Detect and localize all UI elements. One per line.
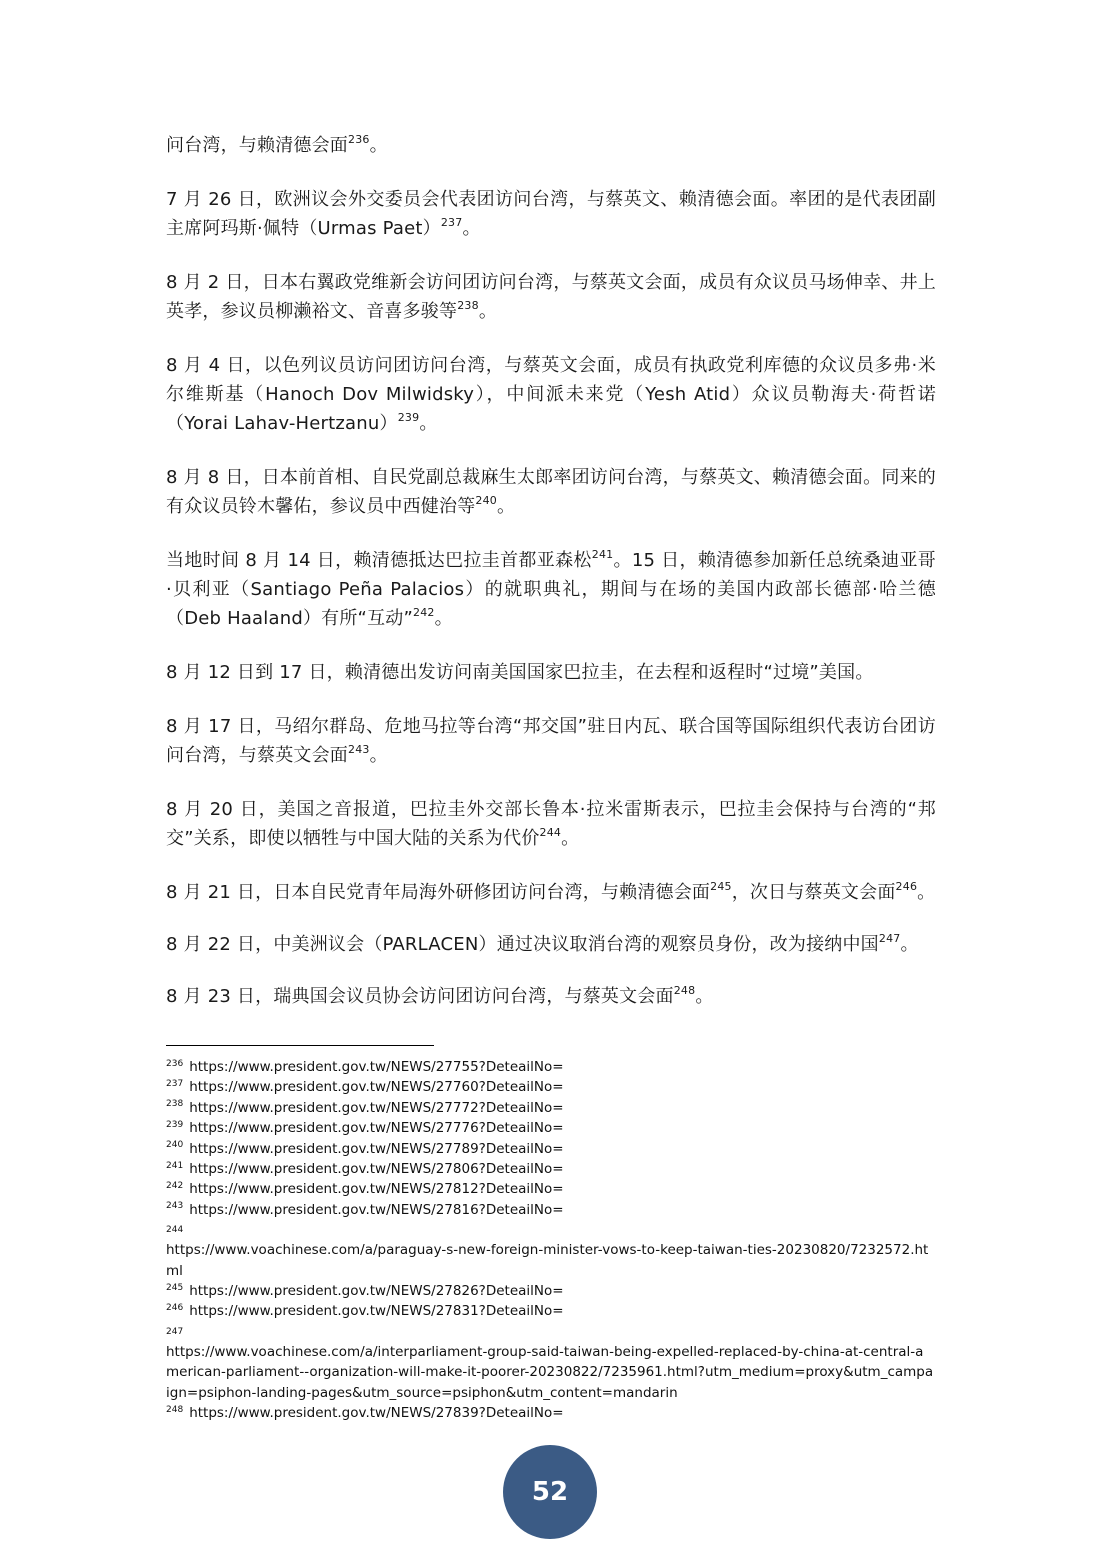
footnote-number: 237 <box>166 1078 184 1089</box>
paragraph-11 <box>166 982 936 1011</box>
paragraph-tail: 。 <box>497 496 516 517</box>
paragraph-10 <box>166 930 936 959</box>
footnote-link[interactable]: https://www.president.gov.tw/NEWS/27760?DeteailNo= <box>189 1079 564 1096</box>
paragraph-text: 8 月 20 日，美国之音报道，巴拉圭外交部长鲁本·拉米雷斯表示，巴拉圭会保持与台湾的“邦交”关系，即使以牺牲与中国大陆的关系为代价 <box>166 799 936 849</box>
paragraph-0 <box>166 131 936 160</box>
footnote-link[interactable]: https://www.voachinese.com/a/paraguay-s-new-foreign-minister-vows-to-keep-taiwan-ties-20230820/7232572.html <box>166 1242 929 1279</box>
paragraph-text: 8 月 23 日，瑞典国会议员协会访问团访问台湾，与蔡英文会面 <box>166 986 674 1007</box>
paragraph-8 <box>166 795 936 853</box>
footnote-ref[interactable]: 238 <box>457 299 479 312</box>
footnote-link[interactable]: https://www.president.gov.tw/NEWS/27789?DeteailNo= <box>189 1140 564 1157</box>
paragraph-text: 7 月 26 日，欧洲议会外交委员会代表团访问台湾，与蔡英文、赖清德会面。率团的是代表团副主席阿玛斯·佩特（Urmas Paet） <box>166 189 936 239</box>
footnote-link[interactable]: https://www.president.gov.tw/NEWS/27755?DeteailNo= <box>189 1059 564 1075</box>
footnote-ref[interactable]: 246 <box>895 880 918 893</box>
footnote-244 <box>166 1220 936 1281</box>
footnote-239 <box>166 1118 936 1138</box>
paragraph-9 <box>166 878 936 907</box>
footnote-link[interactable]: https://www.voachinese.com/a/interparliament-group-said-taiwan-being-expelled-replaced-by-china-at-central-american-parliament--organization-will-make-it-poorer-20230822/7235961.html?utm_medium=proxy&utm_campaign=psiphon-landing-pages&utm_source=psiphon&utm_content=mandarin <box>166 1343 934 1401</box>
paragraph-tail: 。15 日，赖清德参加新任总统桑迪亚哥·贝利亚（Santiago Peña Palacios）的就职典礼，期间与在场的美国内政部长德部·哈兰德（Deb Haaland）有所“互动” <box>166 550 936 629</box>
paragraph-tail: 。 <box>561 828 580 849</box>
footnote-divider <box>166 1045 434 1046</box>
footnote-link[interactable]: https://www.president.gov.tw/NEWS/27776?DeteailNo= <box>189 1120 564 1137</box>
paragraph-text: 问台湾，与赖清德会面 <box>166 135 348 156</box>
footnote-ref[interactable]: 237 <box>440 216 463 229</box>
footnote-240 <box>166 1139 936 1159</box>
paragraph-tail: 。 <box>900 934 919 955</box>
footnote-248 <box>166 1403 936 1423</box>
footnote-link[interactable]: https://www.president.gov.tw/NEWS/27826?DeteailNo= <box>189 1283 564 1300</box>
paragraph-5 <box>166 546 936 633</box>
footnote-link[interactable]: https://www.president.gov.tw/NEWS/27812?DeteailNo= <box>189 1181 564 1198</box>
footnote-ref[interactable]: 240 <box>475 494 498 507</box>
footnote-241 <box>166 1159 936 1179</box>
footnote-number: 245 <box>166 1282 184 1293</box>
page-number: 52 <box>531 1477 569 1507</box>
footnote-ref[interactable]: 243 <box>348 743 370 756</box>
footnote-number: 238 <box>166 1099 184 1110</box>
footnote-247 <box>166 1322 936 1403</box>
footnote-number: 246 <box>166 1302 184 1313</box>
paragraph-tail: 。 <box>695 986 714 1007</box>
footnote-237 <box>166 1077 936 1097</box>
paragraph-tail: 。 <box>419 413 438 434</box>
paragraph-text: 当地时间 8 月 14 日，赖清德抵达巴拉圭首都亚森松 <box>166 550 592 571</box>
footnote-number: 248 <box>166 1404 184 1415</box>
footnote-link[interactable]: https://www.president.gov.tw/NEWS/27831?DeteailNo= <box>189 1303 564 1320</box>
paragraph-7 <box>166 712 936 770</box>
footnote-number: 247 <box>166 1326 184 1337</box>
footnote-ref[interactable]: 236 <box>348 133 370 146</box>
page-number-badge <box>503 1445 597 1539</box>
paragraph-tail: 。 <box>369 745 388 766</box>
paragraph-3 <box>166 351 936 438</box>
footnotes <box>166 1057 936 1424</box>
footnote-ref[interactable]: 242 <box>413 606 435 619</box>
footnote-number: 239 <box>166 1119 184 1130</box>
paragraph-text: 8 月 12 日到 17 日，赖清德出发访问南美国国家巴拉圭，在去程和返程时“过境”美国。 <box>166 662 874 683</box>
footnote-link[interactable]: https://www.president.gov.tw/NEWS/27806?DeteailNo= <box>189 1161 564 1178</box>
footnote-number: 243 <box>166 1201 184 1212</box>
footnote-245 <box>166 1281 936 1301</box>
footnote-number: 236 <box>166 1058 184 1069</box>
footnote-ref[interactable]: 248 <box>673 984 696 997</box>
body-text <box>166 131 936 1036</box>
footnote-number: 242 <box>166 1180 184 1191</box>
footnote-ref[interactable]: 247 <box>878 932 901 945</box>
paragraph-text: 8 月 21 日，日本自民党青年局海外研修团访问台湾，与赖清德会面 <box>166 882 711 903</box>
paragraph-text: 8 月 8 日，日本前首相、自民党副总裁麻生太郎率团访问台湾，与蔡英文、赖清德会面。同来的有众议员铃木馨佑，参议员中西健治等 <box>166 467 936 517</box>
paragraph-2 <box>166 268 936 326</box>
paragraph-1 <box>166 185 936 243</box>
paragraph-tail: 。 <box>434 608 453 629</box>
footnote-243 <box>166 1200 936 1220</box>
paragraph-text: 8 月 2 日，日本右翼政党维新会访问团访问台湾，与蔡英文会面，成员有众议员马场伸幸、井上英孝，参议员柳濑裕文、音喜多骏等 <box>166 272 936 322</box>
footnote-number: 241 <box>166 1160 184 1171</box>
footnote-ref[interactable]: 245 <box>710 880 732 893</box>
paragraph-tail: 。 <box>917 882 936 903</box>
paragraph-text: 8 月 22 日，中美洲议会（PARLACEN）通过决议取消台湾的观察员身份，改为接纳中国 <box>166 934 879 955</box>
footnote-link[interactable]: https://www.president.gov.tw/NEWS/27772?DeteailNo= <box>189 1099 564 1116</box>
paragraph-tail: 。 <box>369 135 388 156</box>
paragraph-tail: ，次日与蔡英文会面 <box>731 882 896 903</box>
paragraph-tail: 。 <box>478 301 498 322</box>
footnote-ref[interactable]: 244 <box>539 826 562 839</box>
footnote-number: 244 <box>166 1225 184 1236</box>
footnote-ref[interactable]: 239 <box>397 411 420 424</box>
footnote-238 <box>166 1098 936 1118</box>
footnote-link[interactable]: https://www.president.gov.tw/NEWS/27839?DeteailNo= <box>189 1405 564 1422</box>
paragraph-6 <box>166 658 936 687</box>
footnote-246 <box>166 1301 936 1321</box>
paragraph-4 <box>166 463 936 521</box>
footnote-ref[interactable]: 241 <box>591 548 614 561</box>
footnote-number: 240 <box>166 1140 184 1151</box>
paragraph-text: 8 月 4 日，以色列议员访问团访问台湾，与蔡英文会面，成员有执政党利库德的众议员多弗·米尔维斯基（Hanoch Dov Milwidsky），中间派未来党（Yesh Atid）众议员勒海夫·荷哲诺（Yorai Lahav-Hertzanu） <box>166 355 936 434</box>
paragraph-text: 8 月 17 日，马绍尔群岛、危地马拉等台湾“邦交国”驻日内瓦、联合国等国际组织代表访台团访问台湾，与蔡英文会面 <box>166 716 936 766</box>
footnote-236 <box>166 1057 936 1077</box>
footnote-242 <box>166 1179 936 1199</box>
paragraph-tail: 。 <box>462 218 481 239</box>
footnote-link[interactable]: https://www.president.gov.tw/NEWS/27816?DeteailNo= <box>189 1201 564 1218</box>
